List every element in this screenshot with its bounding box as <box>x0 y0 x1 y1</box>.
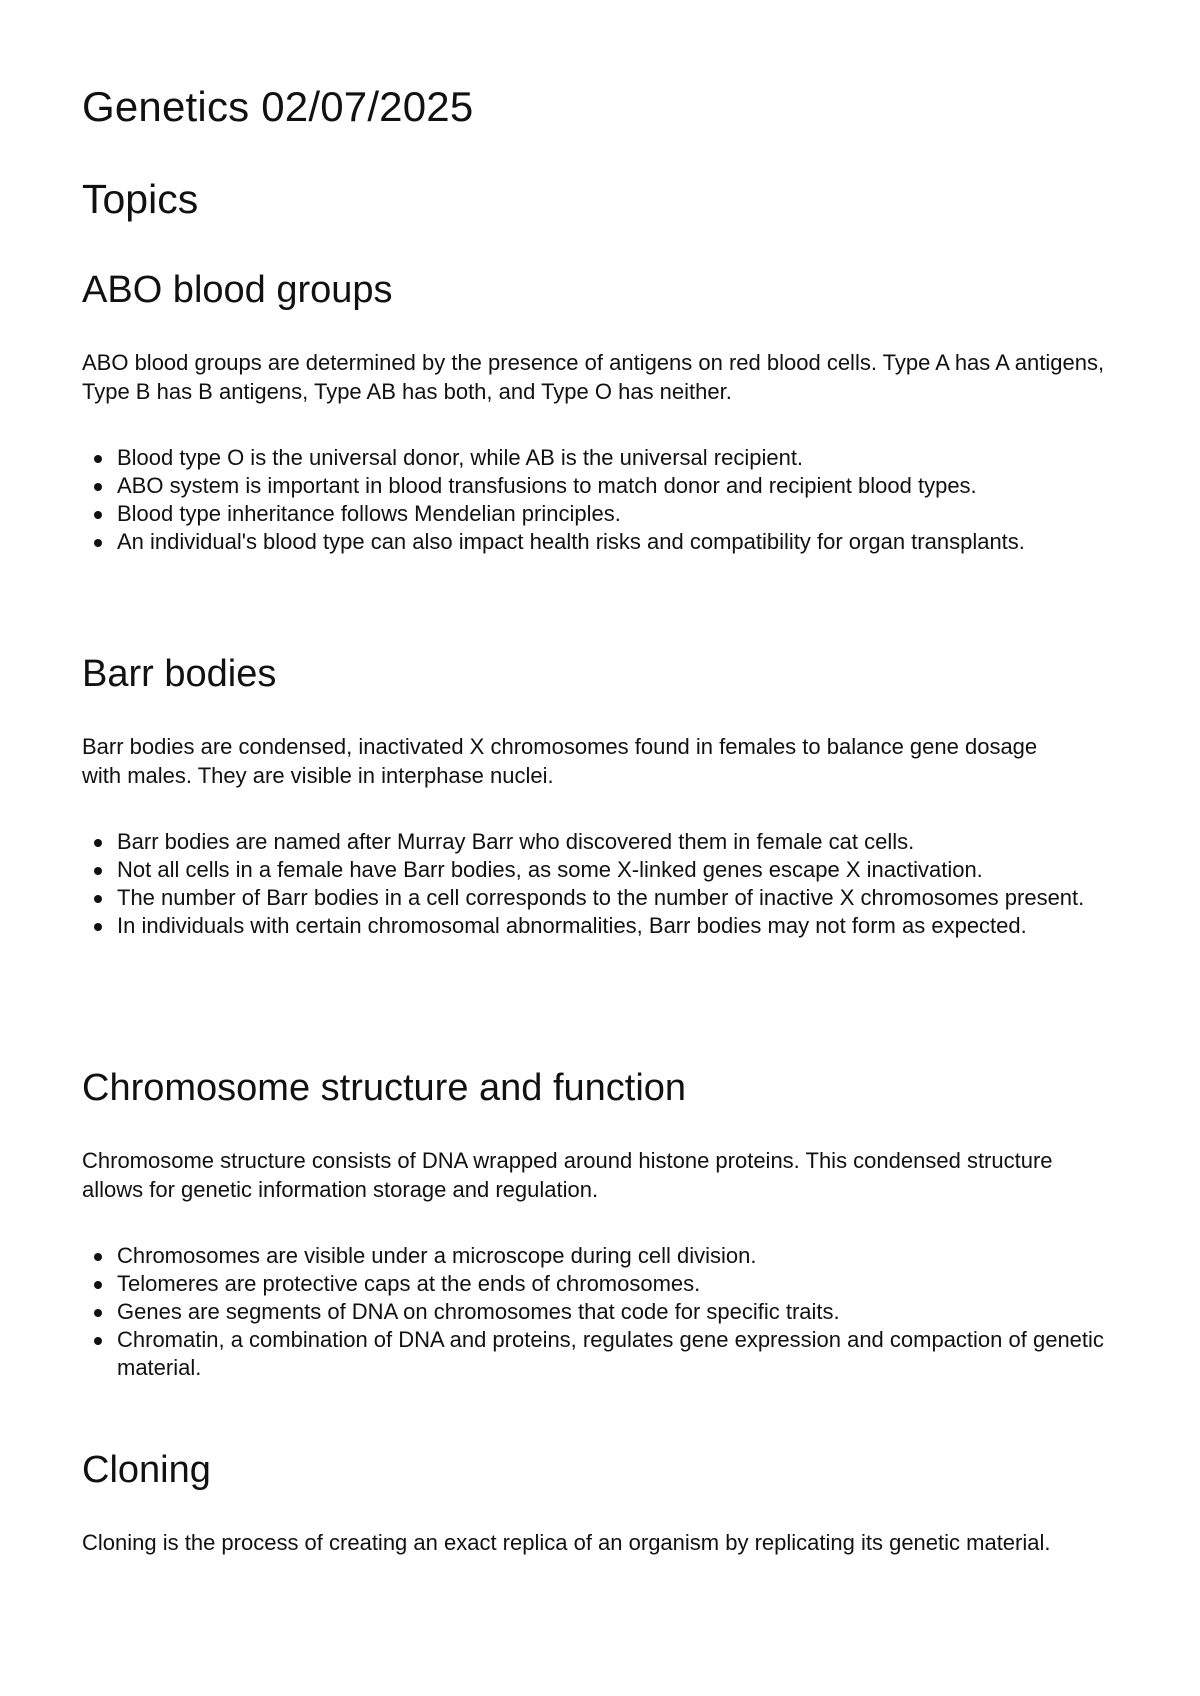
list-item <box>117 444 1127 472</box>
section-cloning <box>82 1448 1142 1557</box>
list-item <box>117 528 1077 556</box>
section-summary: Cloning is the process of creating an exact replica of an organism by replicating its genetic material. <box>82 1529 1051 1555</box>
list-item <box>117 1270 1127 1298</box>
topics-heading: Topics <box>82 176 199 222</box>
section-abo-blood-groups <box>82 268 1142 556</box>
section-barr-bodies <box>82 652 1142 940</box>
section-heading: Cloning <box>82 1449 211 1491</box>
list-item-text: In individuals with certain chromosomal abnormalities, Barr bodies may not form as expected. <box>117 912 1027 938</box>
bullet-icon <box>94 455 102 463</box>
section-heading: Barr bodies <box>82 653 277 695</box>
section-heading: Chromosome structure and function <box>82 1067 687 1109</box>
list-item-text: Genes are segments of DNA on chromosomes that code for specific traits. <box>117 1298 840 1324</box>
section-heading: ABO blood groups <box>82 269 393 311</box>
list-item-text: An individual's blood type can also impact health risks and compatibility for organ transplants. <box>117 528 1025 554</box>
list-item <box>117 500 1127 528</box>
bullet-list <box>82 828 1142 940</box>
list-item-text: Blood type O is the universal donor, while AB is the universal recipient. <box>117 444 804 470</box>
list-item <box>117 1326 1127 1382</box>
list-item-text: Blood type inheritance follows Mendelian principles. <box>117 500 621 526</box>
bullet-icon <box>94 895 102 903</box>
list-item-text: Barr bodies are named after Murray Barr who discovered them in female cat cells. <box>117 828 915 854</box>
bullet-list <box>82 1242 1142 1382</box>
bullet-icon <box>94 1309 102 1317</box>
list-item <box>117 912 1077 940</box>
list-item <box>117 472 1127 500</box>
section-summary: ABO blood groups are determined by the presence of antigens on red blood cells. Type A has A antigens, Type B has B antigens, Type AB has both, and Type O has neither. <box>82 349 1105 404</box>
list-item-text: Chromatin, a combination of DNA and proteins, regulates gene expression and compaction of genetic material. <box>117 1326 1104 1380</box>
bullet-list <box>82 444 1142 556</box>
section-summary: Chromosome structure consists of DNA wrapped around histone proteins. This condensed structure allows for genetic information storage and regulation. <box>82 1147 1053 1202</box>
bullet-icon <box>94 1281 102 1289</box>
list-item-text: ABO system is important in blood transfusions to match donor and recipient blood types. <box>117 472 977 498</box>
bullet-icon <box>94 539 102 547</box>
bullet-icon <box>94 923 102 931</box>
list-item <box>117 1298 1127 1326</box>
bullet-icon <box>94 839 102 847</box>
bullet-icon <box>94 483 102 491</box>
bullet-icon <box>94 511 102 519</box>
list-item-text: Not all cells in a female have Barr bodies, as some X-linked genes escape X inactivation. <box>117 856 983 882</box>
section-chromosome-structure <box>82 1066 1142 1382</box>
list-item-text: Chromosomes are visible under a microscope during cell division. <box>117 1242 757 1268</box>
section-summary: Barr bodies are condensed, inactivated X chromosomes found in females to balance gene dosage with males. They are visible in interphase nuclei. <box>82 733 1038 788</box>
list-item <box>117 856 1127 884</box>
list-item-text: The number of Barr bodies in a cell corresponds to the number of inactive X chromosomes present. <box>117 884 1085 910</box>
document-title: Genetics 02/07/2025 <box>82 83 474 130</box>
bullet-icon <box>94 867 102 875</box>
list-item <box>117 828 1127 856</box>
bullet-icon <box>94 1253 102 1261</box>
list-item <box>117 1242 1127 1270</box>
bullet-icon <box>94 1337 102 1345</box>
list-item <box>117 884 1127 912</box>
list-item-text: Telomeres are protective caps at the ends of chromosomes. <box>117 1270 701 1296</box>
